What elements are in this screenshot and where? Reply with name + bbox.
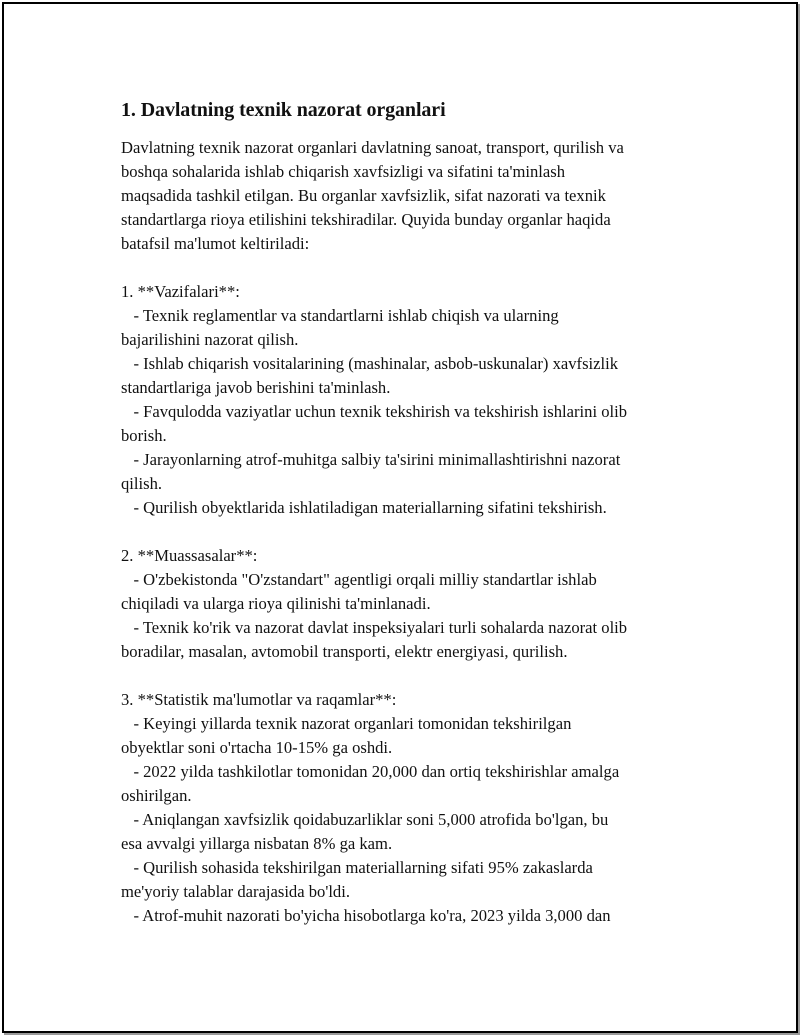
document-page (2, 2, 798, 1033)
document-body-text: Davlatning texnik nazorat organlari davlatning sanoat, transport, qurilish va boshqa sohalarida ishlab chiqarish xavfsizligi va sifatini ta'minlash maqsadida tashkil etilgan. Bu organlar xavfsizlik, sifat nazorati va texnik standartlarga rioya etilishini tekshiradilar. Quyida bunday organlar haqida batafsil ma'lumot keltiriladi: 1. **Vazifalari**: - Texnik reglamentlar va standartlarni ishlab chiqish va ularning bajarilishini nazorat qilish. - Ishlab chiqarish vositalarining (mashinalar, asbob-uskunalar) xavfsizlik standartlariga javob berishini ta'minlash. - Favqulodda vaziyatlar uchun texnik tekshirish va tekshirish ishlarini olib borish. - Jarayonlarning atrof-muhitga salbiy ta'sirini minimallashtirishni nazorat qilish. - Qurilish obyektlarida ishlatiladigan materiallarning sifatini tekshirish. 2. **Muassasalar**: - O'zbekistonda "O'zstandart" agentligi orqali milliy standartlar ishlab chiqiladi va ularga rioya qilinishi ta'minlanadi. - Texnik ko'rik va nazorat davlat inspeksiyalari turli sohalarda nazorat olib boradilar, masalan, avtomobil transporti, elektr energiyasi, qurilish. 3. **Statistik ma'lumotlar va raqamlar**: - Keyingi yillarda texnik nazorat organlari tomonidan tekshirilgan obyektlar soni o'rtacha 10-15% ga oshdi. - 2022 yilda tashkilotlar tomonidan 20,000 dan ortiq tekshirishlar amalga oshirilgan. - Aniqlangan xavfsizlik qoidabuzarliklar soni 5,000 atrofida bo'lgan, bu esa avvalgi yillarga nisbatan 8% ga kam. - Qurilish sohasida tekshirilgan materiallarning sifati 95% zakaslarda me'yoriy talablar darajasida bo'ldi. - Atrof-muhit nazorati bo'yicha hisobotlarga ko'ra, 2023 yilda 3,000 dan (121, 138, 628, 925)
document-heading: 1. Davlatning texnik nazorat organlari (121, 99, 446, 121)
document-content (121, 97, 691, 928)
